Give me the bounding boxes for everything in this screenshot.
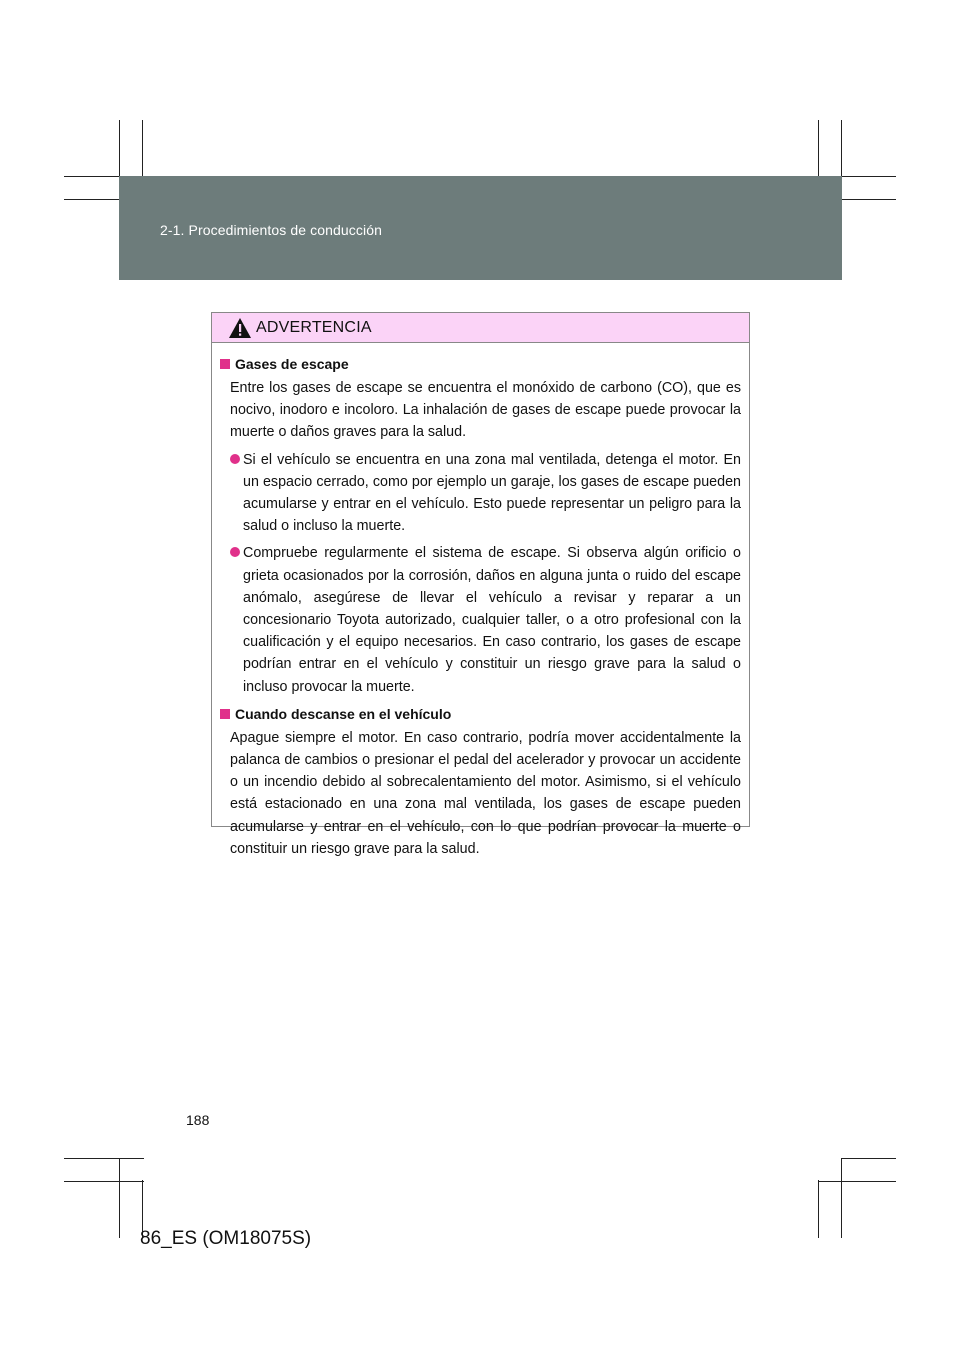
- crop-mark: [841, 1158, 896, 1159]
- crop-mark: [119, 1158, 120, 1238]
- list-item: [220, 542, 741, 697]
- warning-box: [211, 312, 750, 857]
- list-item-text: Compruebe regularmente el sistema de escape. Si observa algún orificio o grieta ocasionados por la corrosión, daños en alguna junta o ruido del escape anómalo, asegúrese de llevar el vehículo a revisar y reparar a un concesionario Toyota autorizado, cualquier taller, o a otro profesional con la cualificación y el equipo necesarios. En caso contrario, los gases de escape podrían entrar en el vehículo y constituir un riesgo grave para la salud o incluso provocar la muerte.: [243, 545, 741, 695]
- square-bullet-icon: [220, 709, 230, 719]
- circle-bullet-icon: [230, 547, 240, 557]
- crop-mark: [64, 1158, 144, 1159]
- warning-triangle-icon: [228, 317, 252, 339]
- warning-header: [212, 313, 749, 343]
- subheading-resting-in-vehicle: [220, 703, 741, 725]
- section-title: 2-1. Procedimientos de conducción: [160, 222, 382, 238]
- crop-mark: [818, 1181, 896, 1182]
- crop-mark: [841, 1158, 842, 1238]
- warning-body: [212, 343, 749, 860]
- square-bullet-icon: [220, 359, 230, 369]
- subheading-exhaust-gases: [220, 353, 741, 375]
- list-item: [220, 449, 741, 538]
- section-header: [119, 176, 842, 280]
- crop-mark: [818, 1180, 819, 1238]
- paragraph: Apague siempre el motor. En caso contrario, podría mover accidentalmente la palanca de cambios o presionar el pedal del acelerador y provocar un accidente o un incendio debido al sobrecalentamiento del motor. Asimismo, si el vehículo está estacionado en una zona mal ventilada, los gases de escape pueden acumularse y entrar en el vehículo, con lo que podrían provocar la muerte o constituir un riesgo grave para la salud.: [230, 729, 741, 857]
- paragraph: Entre los gases de escape se encuentra el monóxido de carbono (CO), que es nocivo, inodoro e incoloro. La inhalación de gases de escape puede provocar la muerte o daños graves para la salud.: [230, 380, 741, 441]
- document-code: 86_ES (OM18075S): [140, 1228, 312, 1249]
- subheading-text: Gases de escape: [235, 356, 349, 372]
- circle-bullet-icon: [230, 454, 240, 464]
- list-item-text: Si el vehículo se encuentra en una zona mal ventilada, detenga el motor. En un espacio cerrado, como por ejemplo un garaje, los gases de escape pueden acumularse y entrar en el vehículo. Esto puede representar un peligro para la salud o incluso la muerte.: [243, 451, 741, 535]
- subheading-text: Cuando descanse en el vehículo: [235, 705, 452, 722]
- page-number: 188: [186, 1112, 210, 1128]
- warning-title: ADVERTENCIA: [256, 318, 372, 336]
- crop-mark: [64, 1181, 144, 1182]
